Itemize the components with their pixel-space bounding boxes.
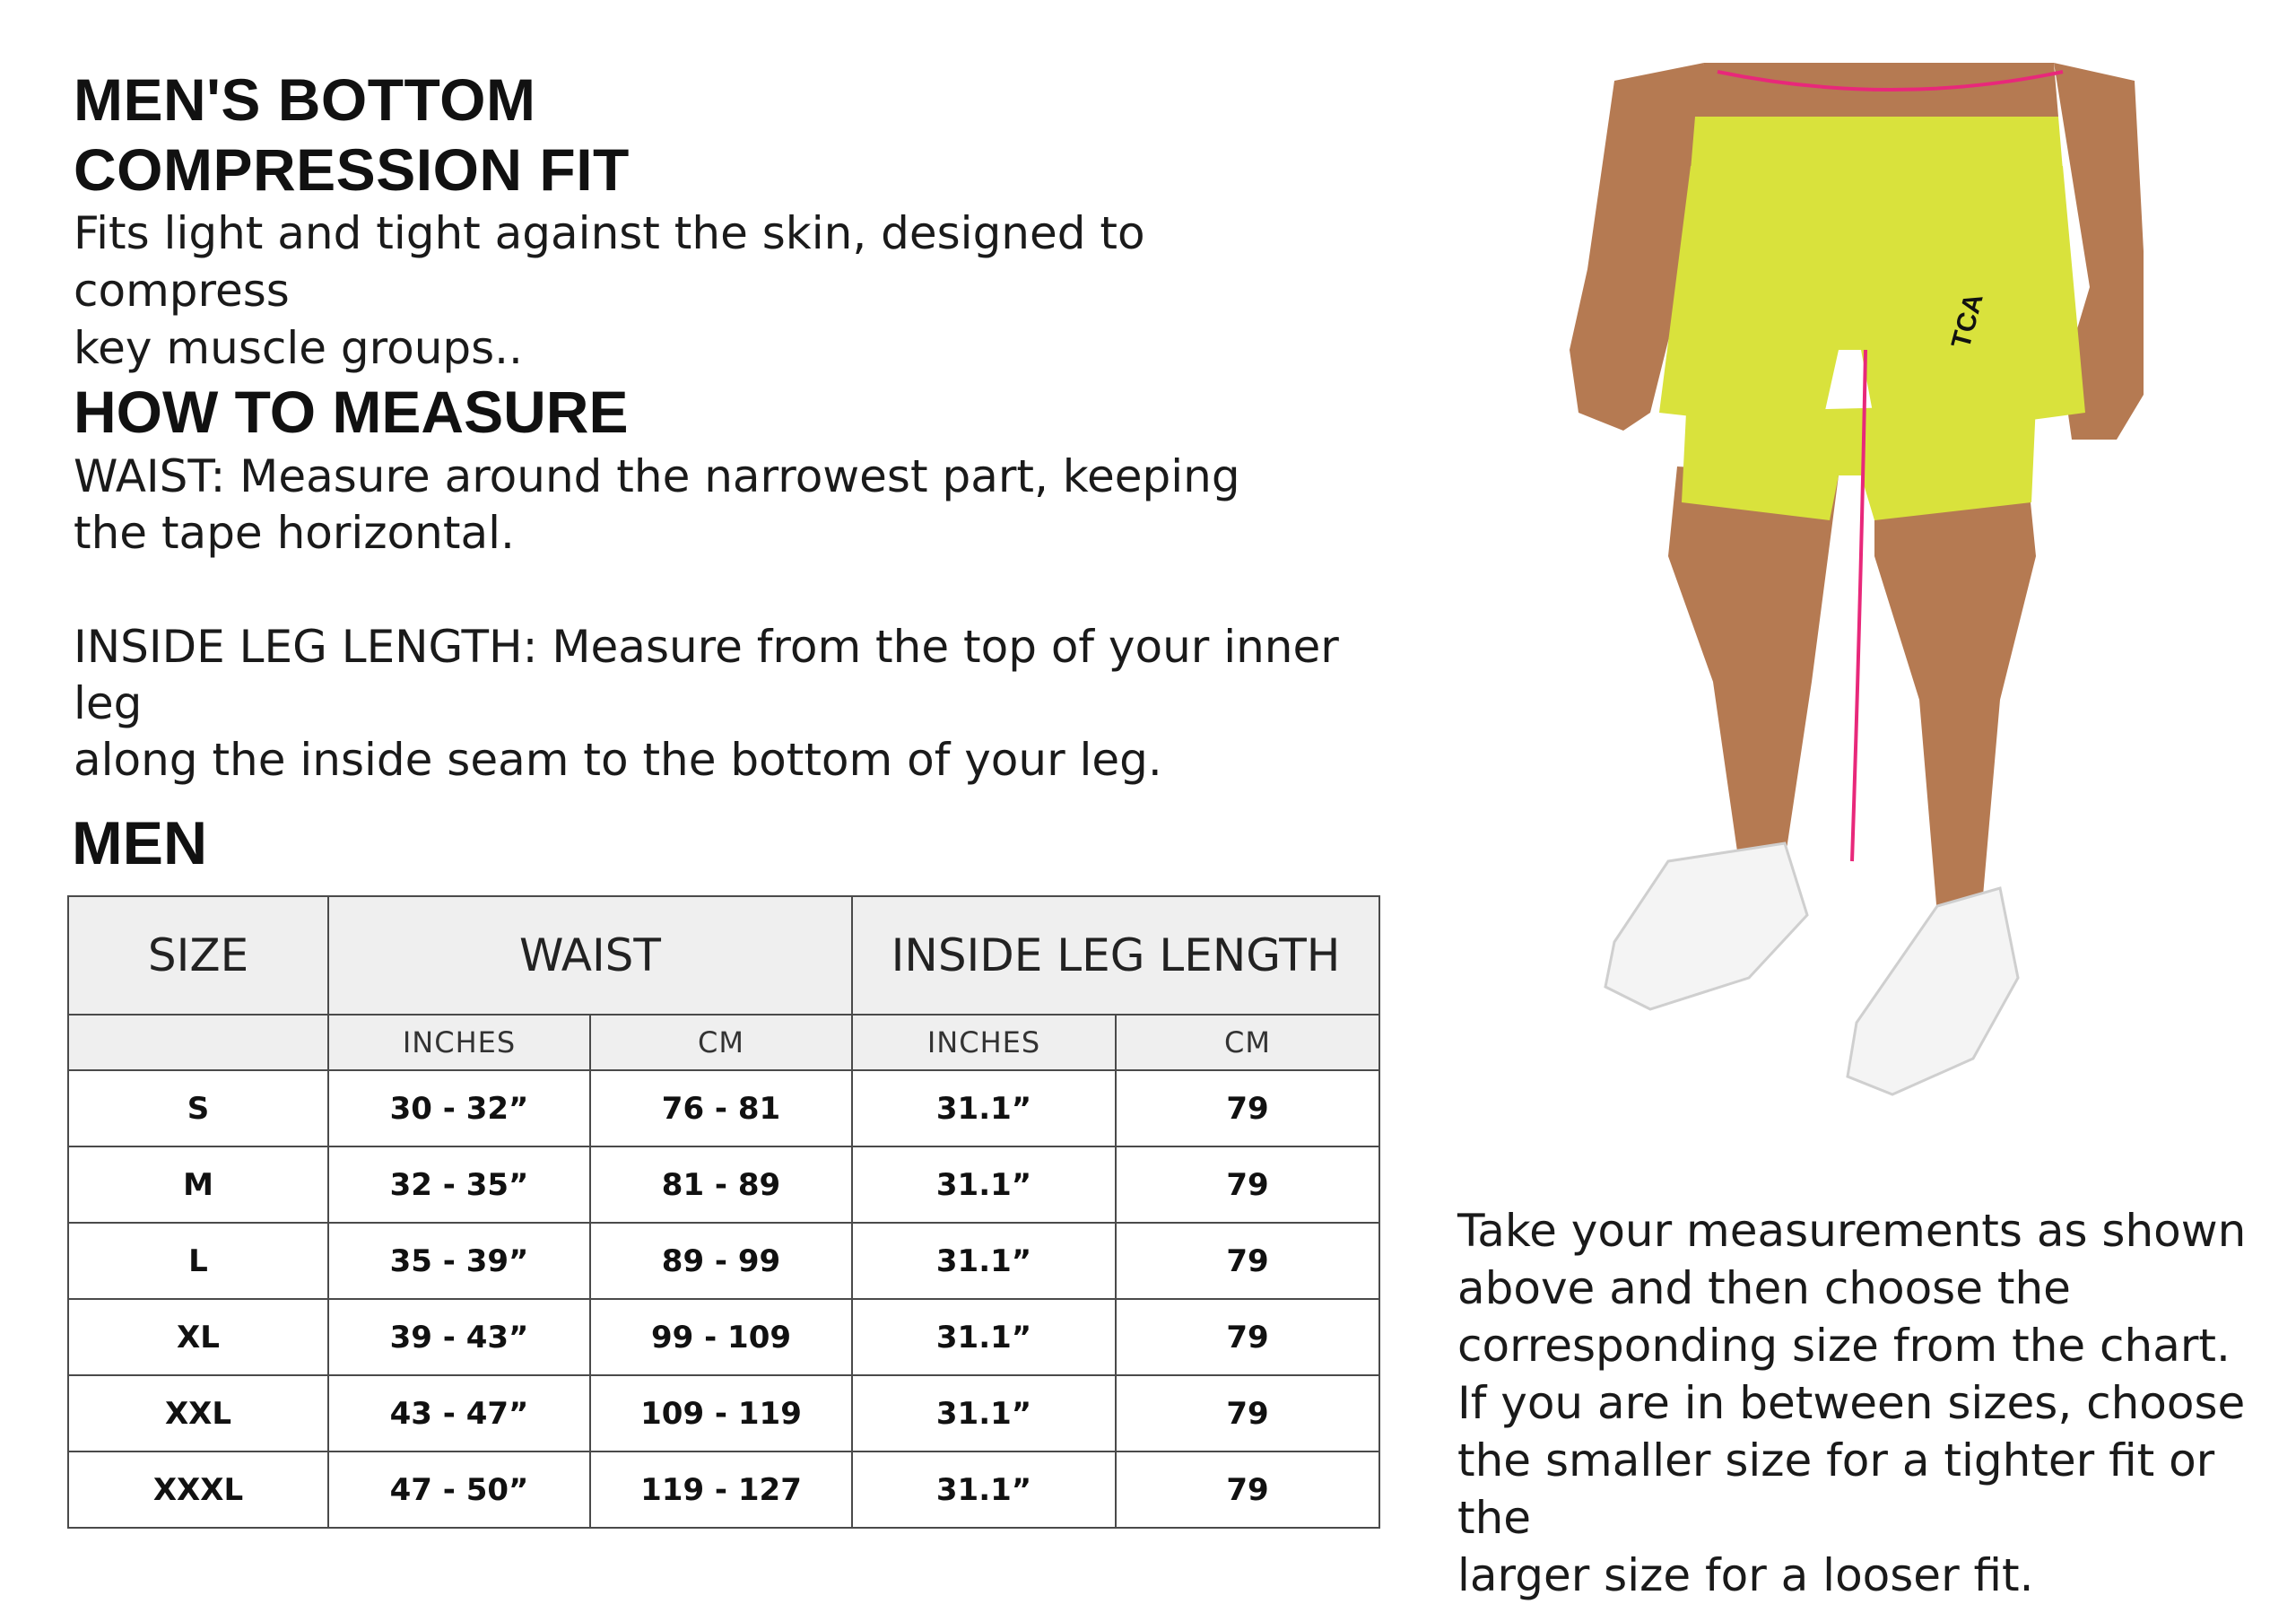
cell-size: XXXL (68, 1451, 328, 1528)
size-chart-table (67, 895, 1380, 1529)
cell-leg-cm: 79 (1116, 1070, 1379, 1146)
cell-waist-inches: 32 - 35” (328, 1146, 590, 1223)
cell-leg-cm: 79 (1116, 1146, 1379, 1223)
waist-instructions (74, 449, 1401, 562)
cell-leg-inches: 31.1” (852, 1223, 1116, 1299)
cell-size: L (68, 1223, 328, 1299)
note-line5: the smaller size for a tighter fit or the (1457, 1434, 2215, 1544)
left-shoe (1605, 843, 1807, 1009)
cell-leg-inches: 31.1” (852, 1451, 1116, 1528)
left-leg (1668, 466, 1839, 870)
header-size: SIZE (68, 896, 328, 1015)
cell-leg-cm: 79 (1116, 1451, 1379, 1528)
right-leg (1874, 466, 2036, 915)
cell-size: XL (68, 1299, 328, 1375)
subheader-leg-cm: CM (1116, 1015, 1379, 1070)
subheader-waist-inches: INCHES (328, 1015, 590, 1070)
how-to-measure-title: HOW TO MEASURE (74, 379, 629, 445)
brand-mark: TCA (1945, 290, 1989, 352)
cell-size: XXL (68, 1375, 328, 1451)
note-line2: above and then choose the (1457, 1262, 2071, 1314)
table-subheader-row (68, 1015, 1379, 1070)
cell-waist-inches: 39 - 43” (328, 1299, 590, 1375)
cell-leg-inches: 31.1” (852, 1299, 1116, 1375)
table-row (68, 1146, 1379, 1223)
cell-leg-inches: 31.1” (852, 1070, 1116, 1146)
cell-leg-inches: 31.1” (852, 1375, 1116, 1451)
cell-size: S (68, 1070, 328, 1146)
fit-description-line1: Fits light and tight against the skin, designed to compress (74, 207, 1145, 317)
cell-waist-cm: 119 - 127 (590, 1451, 852, 1528)
size-chart-title: MEN (72, 809, 208, 877)
table-row (68, 1451, 1379, 1528)
fit-title (74, 65, 881, 205)
header-waist: WAIST (328, 896, 852, 1015)
cell-waist-inches: 43 - 47” (328, 1375, 590, 1451)
note-line4: If you are in between sizes, choose (1457, 1377, 2246, 1429)
note-line1: Take your measurements as shown (1457, 1205, 2247, 1257)
measurement-note (1457, 1202, 2265, 1604)
cell-leg-inches: 31.1” (852, 1146, 1116, 1223)
table-header-row (68, 896, 1379, 1015)
right-shoe (1848, 888, 2018, 1094)
note-line3: corresponding size from the chart. (1457, 1320, 2231, 1372)
product-photo (1516, 54, 2197, 1112)
table-row (68, 1070, 1379, 1146)
leg-instructions-line2: along the inside seam to the bottom of your leg. (74, 734, 1162, 786)
waist-instructions-line2: the tape horizontal. (74, 507, 515, 559)
waistband (1691, 117, 2063, 170)
note-line6: larger size for a looser fit. (1457, 1549, 2034, 1601)
header-inside-leg: INSIDE LEG LENGTH (852, 896, 1379, 1015)
cell-leg-cm: 79 (1116, 1299, 1379, 1375)
table-row (68, 1223, 1379, 1299)
fit-title-line2: COMPRESSION FIT (74, 136, 630, 203)
leg-instructions (74, 619, 1401, 789)
cell-waist-inches: 47 - 50” (328, 1451, 590, 1528)
cell-waist-cm: 81 - 89 (590, 1146, 852, 1223)
fit-description-line2: key muscle groups.. (74, 322, 523, 374)
cell-waist-inches: 35 - 39” (328, 1223, 590, 1299)
cell-leg-cm: 79 (1116, 1223, 1379, 1299)
cell-waist-cm: 99 - 109 (590, 1299, 852, 1375)
leg-instructions-line1: INSIDE LEG LENGTH: Measure from the top of your inner leg (74, 621, 1339, 729)
cell-size: M (68, 1146, 328, 1223)
table-row (68, 1299, 1379, 1375)
cell-waist-inches: 30 - 32” (328, 1070, 590, 1146)
outer-shorts (1659, 166, 2085, 431)
fit-title-line1: MEN'S BOTTOM (74, 66, 536, 133)
subheader-waist-cm: CM (590, 1015, 852, 1070)
waist-instructions-line1: WAIST: Measure around the narrowest part, keeping (74, 450, 1240, 502)
subheader-leg-inches: INCHES (852, 1015, 1116, 1070)
subheader-blank (68, 1015, 328, 1070)
cell-waist-cm: 109 - 119 (590, 1375, 852, 1451)
cell-leg-cm: 79 (1116, 1375, 1379, 1451)
fit-description (74, 205, 1374, 377)
cell-waist-cm: 76 - 81 (590, 1070, 852, 1146)
cell-waist-cm: 89 - 99 (590, 1223, 852, 1299)
table-row (68, 1375, 1379, 1451)
